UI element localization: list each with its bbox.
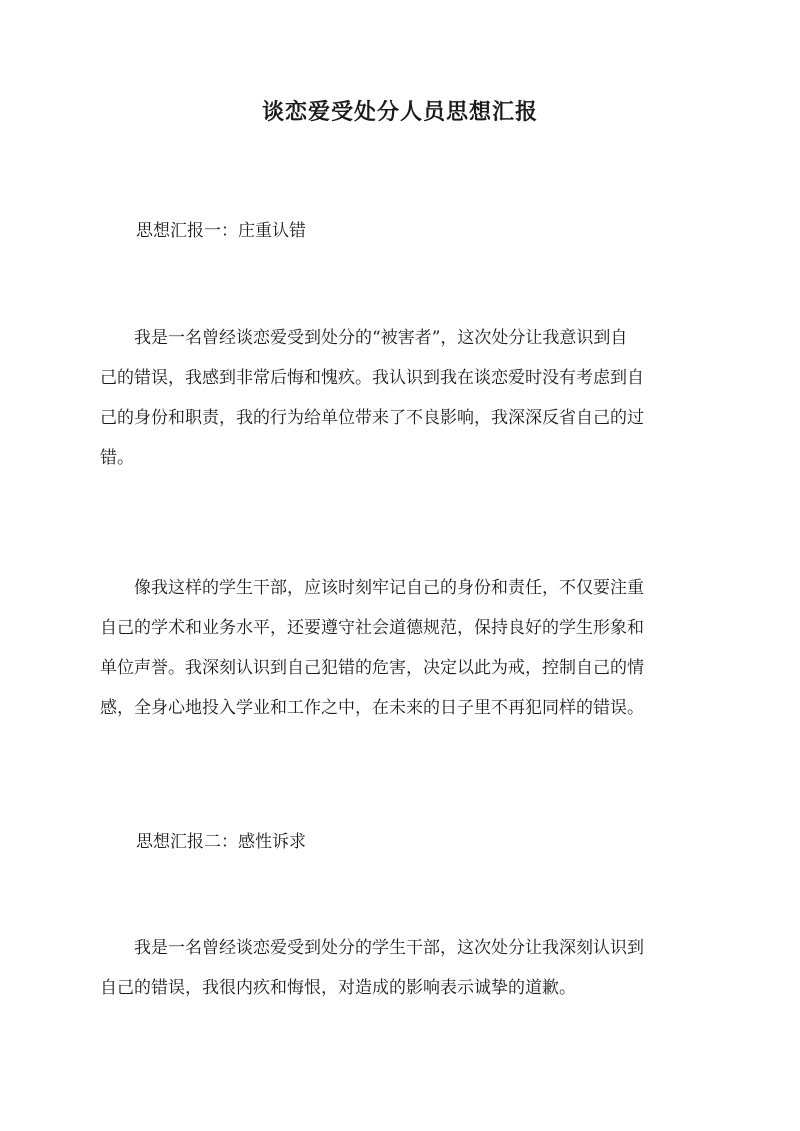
paragraph-line: 单位声誉。我深刻认识到自己犯错的危害，决定以此为戒，控制自己的情 [100, 658, 644, 678]
paragraph-2 [100, 568, 700, 728]
section-heading-2: 思想汇报二：感性诉求 [136, 832, 306, 852]
paragraph-line: 己的错误，我感到非常后悔和愧疚。我认识到我在谈恋爱时没有考虑到自 [100, 368, 644, 388]
paragraph-1 [100, 318, 700, 478]
paragraph-line: 像我这样的学生干部，应该时刻牢记自己的身份和责任，不仅要注重 [100, 578, 644, 598]
paragraph-line: 我是一名曾经谈恋爱受到处分的“被害者”，这次处分让我意识到自 [100, 328, 628, 348]
paragraph-line: 自己的错误，我很内疚和悔恨，对造成的影响表示诚挚的道歉。 [100, 978, 576, 998]
paragraph-line: 己的身份和职责，我的行为给单位带来了不良影响，我深深反省自己的过 [100, 408, 644, 428]
document-title: 谈恋爱受处分人员思想汇报 [261, 99, 538, 125]
paragraph-line: 错。 [100, 448, 134, 468]
paragraph-line: 我是一名曾经谈恋爱受到处分的学生干部，这次处分让我深刻认识到 [100, 938, 644, 958]
paragraph-line: 自己的学术和业务水平，还要遵守社会道德规范，保持良好的学生形象和 [100, 618, 644, 638]
paragraph-line: 感，全身心地投入学业和工作之中，在未来的日子里不再犯同样的错误。 [100, 698, 644, 718]
section-heading-1: 思想汇报一：庄重认错 [136, 221, 306, 241]
paragraph-3 [100, 928, 700, 1008]
